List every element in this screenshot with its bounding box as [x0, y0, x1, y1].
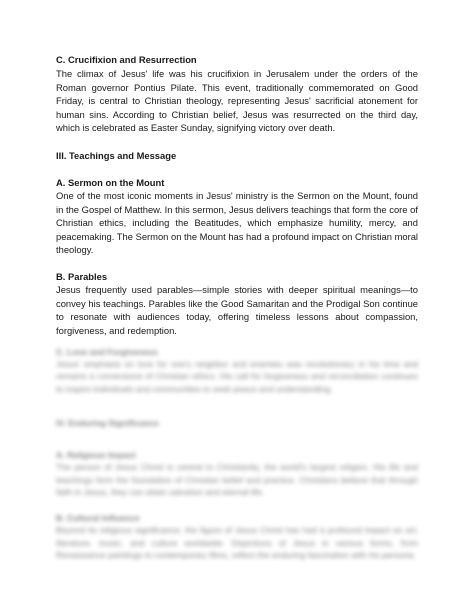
section-religious: [56, 449, 418, 498]
section-parables: [56, 270, 418, 337]
section-love: [56, 346, 418, 395]
section-heading: B. Cultural Influence: [56, 513, 140, 524]
section-paragraph: The person of Jesus Christ is central to Christianity, the world's largest religion. His life and teachings form the foundation of Christian belief and practice. Christians believe that through faith in Jesus, they can attain salvation and eternal life.: [56, 462, 418, 497]
blurred-content: [56, 346, 418, 562]
section-paragraph: Jesus frequently used parables—simple stories with deeper spiritual meanings—to convey his teachings. Parables like the Good Samaritan and the Prodigal Son continue to resonate with audiences today, offering timeless lessons about compassion, forgiveness, and redemption.: [56, 283, 418, 336]
section-heading: A. Religious Impact: [56, 450, 136, 461]
chapter-heading: III. Teachings and Message: [56, 149, 177, 161]
section-heading: B. Parables: [56, 270, 108, 282]
section-heading: C. Crucifixion and Resurrection: [56, 54, 197, 65]
section-sermon: [56, 176, 418, 257]
section-cultural: [56, 512, 418, 561]
paragraph-clip: [56, 283, 418, 337]
section-paragraph: One of the most iconic moments in Jesus' ministry is the Sermon on the Mount, found in the Gospel of Matthew. In this sermon, Jesus delivers teachings that form the core of Christian ethics, including the Beatitudes, which emphasize humility, mercy, and peacemaking. The Sermon on the Mount has had a profound impact on Christian moral theology.: [56, 189, 419, 256]
section-paragraph: Jesus' emphasis on love for one's neighbor and enemies was revolutionary in his time and remains a cornerstone of Christian ethics. His call for forgiveness and reconciliation continues to inspire individuals and communities to seek peace and understanding.: [56, 358, 418, 394]
section-heading: C. Love and Forgiveness: [56, 346, 158, 357]
section-paragraph: Beyond its religious significance, the figure of Jesus Christ has had a profound impact on art, literature, music, and culture worldwide. Depictions of Jesus in various forms, from Renaissance paintings to contemporary films, reflect the enduring fascination with his persona.: [56, 525, 418, 561]
section-crucifixion: [56, 53, 418, 135]
section-paragraph: The climax of Jesus' life was his crucifixion in Jerusalem under the orders of the Roman governor Pontius Pilate. This event, traditionally commemorated on Good Friday, is central to Christian theology, representing Jesus' sacrificial atonement for human sins. According to Christian belief, Jesus was resurrected on the third day, which is celebrated as Easter Sunday, signifying victory over death.: [56, 68, 418, 134]
chapter-heading: IV. Enduring Significance: [56, 418, 159, 429]
section-heading: A. Sermon on the Mount: [56, 176, 165, 188]
